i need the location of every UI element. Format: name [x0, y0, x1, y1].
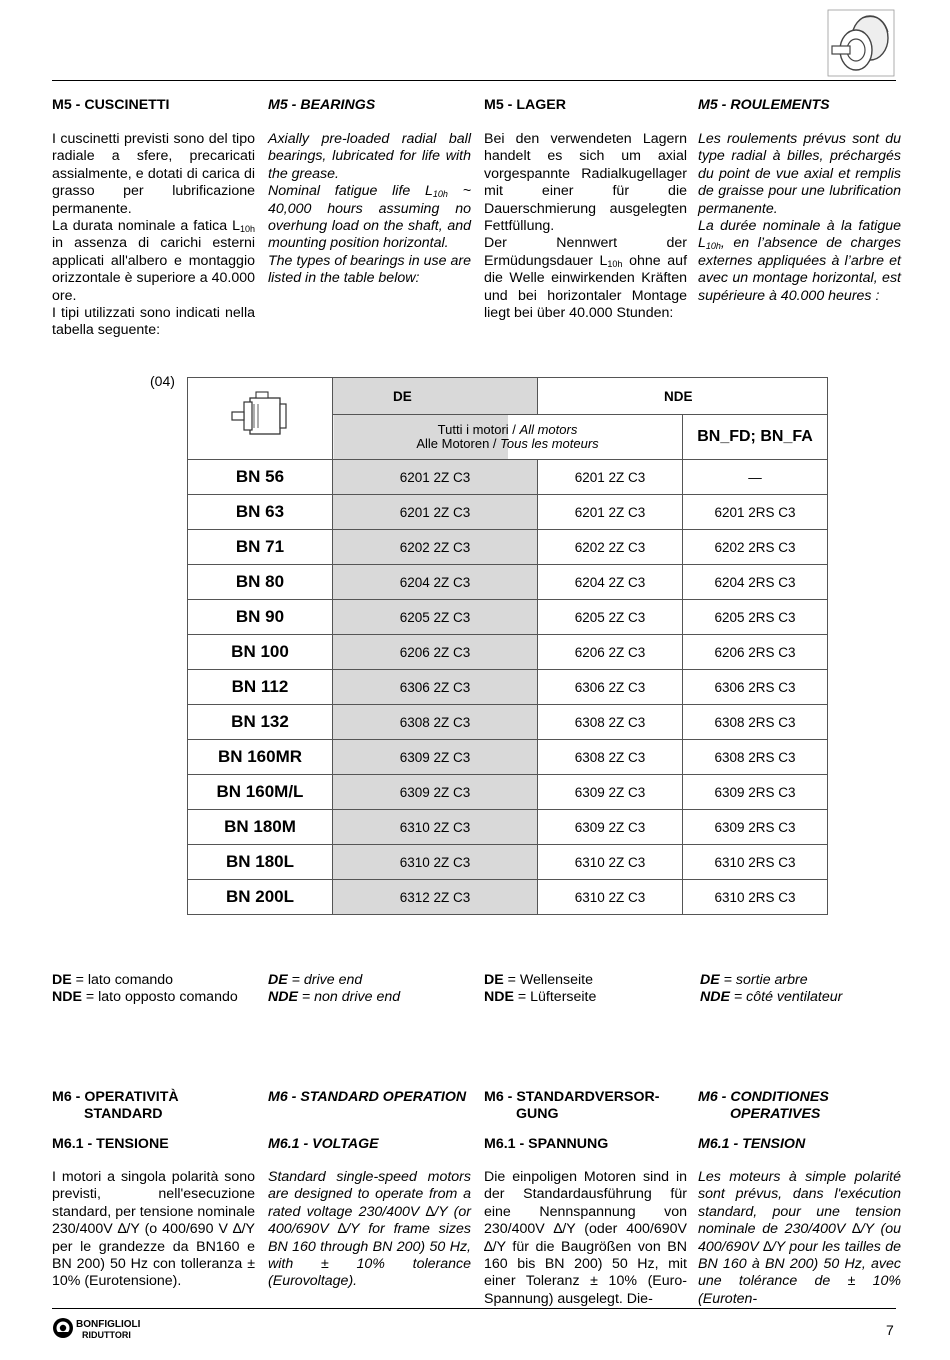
- m61-title-it: M6.1 - TENSIONE: [52, 1136, 169, 1152]
- table-row: [188, 740, 828, 775]
- nde-bearing-cell: 6306 2Z C3: [538, 670, 683, 705]
- motor-size-cell: BN 80: [188, 565, 333, 600]
- table-row: [188, 810, 828, 845]
- m5-text-en: [268, 131, 471, 288]
- table-reference-tag: (04): [150, 373, 175, 389]
- table-row: [188, 880, 828, 915]
- nde-bearing-cell: 6204 2Z C3: [538, 565, 683, 600]
- de-bearing-cell: 6306 2Z C3: [333, 670, 538, 705]
- table-row: [188, 635, 828, 670]
- de-bearing-cell: 6309 2Z C3: [333, 775, 538, 810]
- m61-text-de: Die einpoligen Motoren sind in der Standardausführung für eine Nennspannung von 230/400V ∆/Y (oder 400/690V ∆/Y für die Baugrößen von BN 160 bis BN 200) 50 Hz, mit einer Toleranz ± 10% (Euro-Spannung) ausgelegt. Die-: [484, 1169, 687, 1307]
- fd-fa-bearing-cell: 6201 2RS C3: [683, 495, 828, 530]
- fd-fa-bearing-cell: 6309 2RS C3: [683, 775, 828, 810]
- motor-diagram-cell: [188, 378, 333, 460]
- motor-size-cell: BN 180L: [188, 845, 333, 880]
- m5-text-fr: [698, 131, 901, 305]
- de-bearing-cell: 6308 2Z C3: [333, 705, 538, 740]
- fd-fa-bearing-cell: 6310 2RS C3: [683, 880, 828, 915]
- m5-title-it: M5 - CUSCINETTI: [52, 97, 170, 113]
- motor-size-cell: BN 180M: [188, 810, 333, 845]
- fd-fa-bearing-cell: 6306 2RS C3: [683, 670, 828, 705]
- nde-bearing-cell: 6205 2Z C3: [538, 600, 683, 635]
- page-number: 7: [886, 1322, 894, 1338]
- fd-fa-bearing-cell: 6309 2RS C3: [683, 810, 828, 845]
- paragraph: Der Nennwert der Ermüdungsdauer $L_{10h}$ ohne auf die Welle einwirkenden Kräften und bei horizontaler Montage liegt bei über 40.000 Stunden:: [484, 235, 688, 322]
- all-motors-header: Tutti i motori / All motors Alle Motoren / Tous les moteurs: [333, 415, 683, 460]
- fd-fa-column-header: BN_FD; BN_FA: [683, 415, 828, 460]
- motor-size-cell: BN 160M/L: [188, 775, 333, 810]
- paragraph: La durata nominale a fatica $L_{10h}$ in assenza di carichi esterni applicati all'albero e montaggio orizzontale è superiore a 40.000 ore.: [52, 218, 255, 304]
- m61-title-de: M6.1 - SPANNUNG: [484, 1136, 609, 1152]
- motor-size-cell: BN 90: [188, 600, 333, 635]
- fd-fa-bearing-cell: 6202 2RS C3: [683, 530, 828, 565]
- fd-fa-bearing-cell: 6308 2RS C3: [683, 740, 828, 775]
- m61-title-en: M6.1 - VOLTAGE: [268, 1136, 379, 1152]
- nde-bearing-cell: 6310 2Z C3: [538, 845, 683, 880]
- motor-size-cell: BN 100: [188, 635, 333, 670]
- nde-bearing-cell: 6201 2Z C3: [538, 460, 683, 495]
- de-bearing-cell: 6205 2Z C3: [333, 600, 538, 635]
- de-bearing-cell: 6201 2Z C3: [333, 495, 538, 530]
- motor-size-cell: BN 71: [188, 530, 333, 565]
- nde-bearing-cell: 6308 2Z C3: [538, 705, 683, 740]
- nde-bearing-cell: 6201 2Z C3: [538, 495, 683, 530]
- table-row: [188, 845, 828, 880]
- m61-text-fr: Les moteurs à simple polarité sont prévus, dans l'exécution standard, pour une tension nominale de 230/400V ∆/Y (ou 400/690V ∆/Y pour les tailles de BN 160 à BN 200) 50 Hz, avec une tolérance de ± 10% (Euroten-: [698, 1169, 901, 1307]
- motor-size-cell: BN 63: [188, 495, 333, 530]
- fd-fa-bearing-cell: 6308 2RS C3: [683, 705, 828, 740]
- table-row: [188, 460, 828, 495]
- nde-bearing-cell: 6308 2Z C3: [538, 740, 683, 775]
- bonfiglioli-logo: [52, 1316, 152, 1349]
- m5-text-de: [484, 131, 687, 322]
- m61-text-it: I motori a singola polarità sono previsti, nell'esecuzione standard, per tensione nominale 230/400V ∆/Y (o 400/690 V ∆/Y per le grandezze da BN160 e BN 200) 50 Hz con tolleranza ± 10% (Eurotensione).: [52, 1169, 255, 1290]
- de-bearing-cell: 6309 2Z C3: [333, 740, 538, 775]
- m5-title-en: M5 - BEARINGS: [268, 97, 376, 113]
- m6-title-en: M6 - STANDARD OPERATION: [268, 1089, 467, 1105]
- paragraph: Bei den verwendeten Lagern handelt es sich um axial vorgespannte Radialkugellager mit einer für die Dauerschmierung ausgelegten Fettfüllung.: [484, 131, 687, 235]
- paragraph: Les roulements prévus sont du type radial à billes, préchargés du point de vue axial et remplis de graisse pour une lubrification permanente.: [698, 131, 901, 217]
- motor-size-cell: BN 132: [188, 705, 333, 740]
- svg-text:RIDUTTORI: RIDUTTORI: [82, 1330, 131, 1340]
- fd-fa-bearing-cell: 6206 2RS C3: [683, 635, 828, 670]
- table-row: [188, 775, 828, 810]
- table-row: [188, 565, 828, 600]
- motor-size-cell: BN 112: [188, 670, 333, 705]
- fd-fa-bearing-cell: 6204 2RS C3: [683, 565, 828, 600]
- motor-illustration-icon: [826, 8, 896, 78]
- motor-side-view-icon: [228, 388, 292, 444]
- de-bearing-cell: 6310 2Z C3: [333, 810, 538, 845]
- table-row: [188, 495, 828, 530]
- legend-fr: DE = sortie arbre NDE = côté ventilateur: [700, 972, 843, 1006]
- de-bearing-cell: 6312 2Z C3: [333, 880, 538, 915]
- nde-column-header: NDE: [538, 378, 828, 415]
- m61-title-fr: M6.1 - TENSION: [698, 1136, 806, 1152]
- legend-en: DE = drive end NDE = non drive end: [268, 972, 401, 1006]
- table-row: [188, 600, 828, 635]
- nde-bearing-cell: 6309 2Z C3: [538, 775, 683, 810]
- de-bearing-cell: 6310 2Z C3: [333, 845, 538, 880]
- de-bearing-cell: 6204 2Z C3: [333, 565, 538, 600]
- header-rule: [52, 80, 896, 81]
- de-bearing-cell: 6201 2Z C3: [333, 460, 538, 495]
- m5-title-fr: M5 - ROULEMENTS: [698, 97, 830, 113]
- m6-title-it: M6 - OPERATIVITÀ STANDARD: [52, 1089, 179, 1123]
- paragraph: The types of bearings in use are listed in the table below:: [268, 252, 471, 287]
- footer-rule: [52, 1308, 896, 1309]
- paragraph: La durée nominale à la fatigue $L_{10h}$, en l’absence de charges externes appliquées à l’arbre et avec un montage horizontal, est supérieure à 40.000 heures :: [698, 218, 901, 304]
- paragraph: Axially pre-loaded radial ball bearings, lubricated for life with the grease.: [268, 131, 471, 182]
- m6-title-de: M6 - STANDARDVERSOR- GUNG: [484, 1089, 660, 1123]
- motor-size-cell: BN 200L: [188, 880, 333, 915]
- table-row: [188, 705, 828, 740]
- bonfiglioli-logo-icon: [52, 1316, 152, 1344]
- m61-text-en: Standard single-speed motors are designed to operate from a rated voltage 230/400V ∆/Y (or 400/690V ∆/Y for frame sizes BN 160 through BN 200) 50 Hz, with ± 10% tolerance (Eurovoltage).: [268, 1169, 471, 1290]
- m5-text-it: [52, 131, 255, 340]
- motor-size-cell: BN 160MR: [188, 740, 333, 775]
- table-row: [188, 530, 828, 565]
- svg-text:BONFIGLIOLI: BONFIGLIOLI: [76, 1319, 141, 1330]
- legend-it: DE = lato comando NDE = lato opposto comando: [52, 972, 238, 1006]
- de-column-header: DE: [333, 378, 538, 415]
- fd-fa-bearing-cell: —: [683, 460, 828, 495]
- paragraph: I cuscinetti previsti sono del tipo radiale a sfere, precaricati assialmente, e dotati di carica di grasso per lubrificazione permanente.: [52, 131, 255, 217]
- paragraph: I tipi utilizzati sono indicati nella tabella seguente:: [52, 305, 255, 339]
- paragraph: Nominal fatigue life $L_{10h}$ ~ 40,000 hours assuming no overhung load on the shaft, and mounting position horizontal.: [268, 183, 471, 252]
- m5-title-de: M5 - LAGER: [484, 97, 566, 113]
- nde-bearing-cell: 6310 2Z C3: [538, 880, 683, 915]
- de-bearing-cell: 6206 2Z C3: [333, 635, 538, 670]
- table-row: [188, 670, 828, 705]
- nde-bearing-cell: 6206 2Z C3: [538, 635, 683, 670]
- fd-fa-bearing-cell: 6205 2RS C3: [683, 600, 828, 635]
- fd-fa-bearing-cell: 6310 2RS C3: [683, 845, 828, 880]
- nde-bearing-cell: 6309 2Z C3: [538, 810, 683, 845]
- de-bearing-cell: 6202 2Z C3: [333, 530, 538, 565]
- legend-de: DE = Wellenseite NDE = Lüfterseite: [484, 972, 597, 1006]
- motor-size-cell: BN 56: [188, 460, 333, 495]
- m6-title-fr: M6 - CONDITIONES OPERATIVES: [698, 1089, 829, 1123]
- nde-bearing-cell: 6202 2Z C3: [538, 530, 683, 565]
- bearing-table: [187, 377, 828, 915]
